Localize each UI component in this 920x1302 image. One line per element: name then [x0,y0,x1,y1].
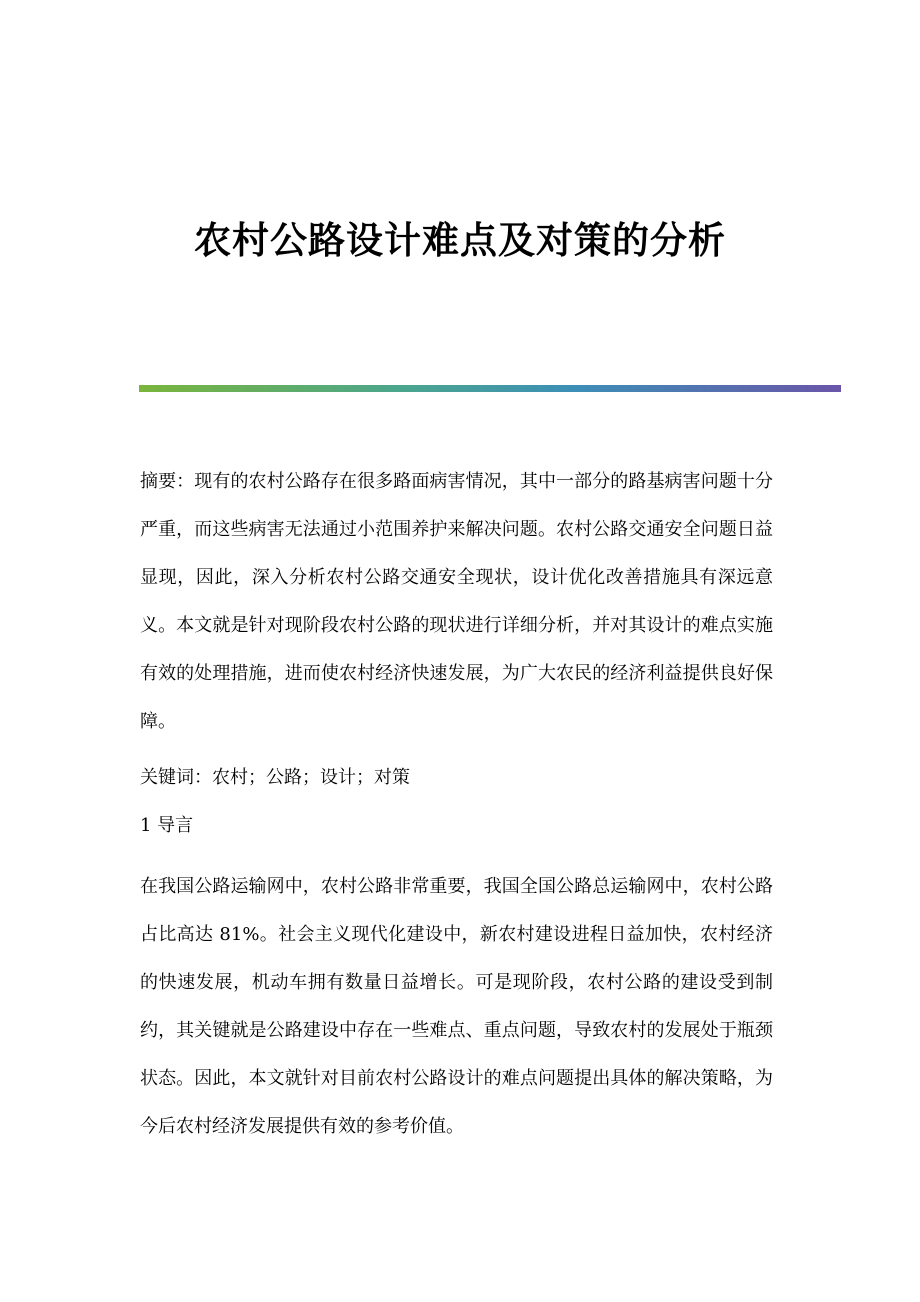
intro-paragraph: 在我国公路运输网中，农村公路非常重要，我国全国公路总运输网中，农村公路占比高达 81%。社会主义现代化建设中，新农村建设进程日益加快，农村经济的快速发展，机动车拥有数量日益增长。可是现阶段，农村公路的建设受到制约，其关键就是公路建设中存在一些难点、重点问题，导致农村的发展处于瓶颈状态。因此，本文就针对目前农村公路设计的难点问题提出具体的解决策略，为今后农村经济发展提供有效的参考价值。 [140,876,773,1137]
section-heading: 1 导言 [140,815,194,836]
abstract-paragraph: 摘要：现有的农村公路存在很多路面病害情况，其中一部分的路基病害问题十分严重，而这些病害无法通过小范围养护来解决问题。农村公路交通安全问题日益显现，因此，深入分析农村公路交通安全现状，设计优化改善措施具有深远意义。本文就是针对现阶段农村公路的现状进行详细分析，并对其设计的难点实施有效的处理措施，进而使农村经济快速发展，为广大农民的经济利益提供良好保障。 [140,471,773,732]
document-title: 农村公路设计难点及对策的分析 [194,218,726,262]
title-divider-rule [139,385,841,392]
keywords-line: 关键词：农村；公路；设计；对策 [140,767,410,788]
